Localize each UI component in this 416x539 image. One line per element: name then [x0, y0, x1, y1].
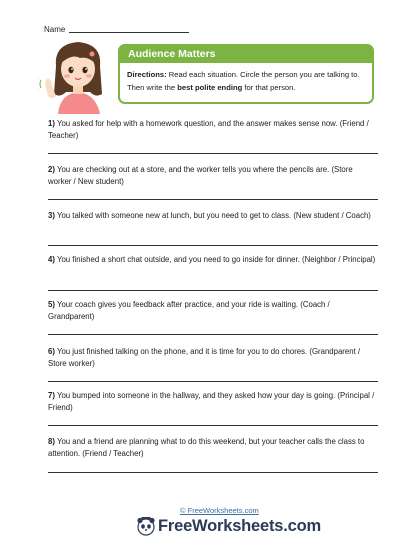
worksheet-title: Audience Matters [120, 46, 372, 63]
directions-panel [118, 44, 374, 104]
answer-line-3[interactable] [48, 245, 378, 246]
name-label: Name [44, 25, 66, 34]
question-1: 1) You asked for help with a homework question, and the answer makes sense now. (Friend / Teacher) [48, 119, 369, 140]
question-6: 6) You just finished talking on the phone, and it is time for you to do chores. (Grandparent / Store worker) [48, 347, 361, 368]
question-5: 5) Your coach gives you feedback after practice, and your ride is waiting. (Coach / Grandparent) [48, 300, 330, 321]
question-7: 7) You bumped into someone in the hallway, and they asked how your day is going. (Principal / Friend) [48, 391, 375, 412]
answer-line-7[interactable] [48, 425, 378, 426]
name-blank[interactable] [69, 24, 189, 33]
answer-line-8[interactable] [48, 472, 378, 473]
girl-illustration-icon [38, 36, 120, 114]
question-4: 4) You finished a short chat outside, and you need to go inside for dinner. (Neighbor / Principal) [48, 255, 376, 264]
question-2: 2) You are checking out at a store, and the worker tells you where the pencils are. (Store worker / New student) [48, 165, 353, 186]
brand-name: FreeWorksheets.com [158, 517, 321, 535]
directions-text [127, 69, 371, 94]
answer-line-6[interactable] [48, 381, 378, 382]
panda-icon [136, 516, 156, 536]
copyright-link[interactable]: © FreeWorksheets.com [180, 506, 259, 515]
directions-text-2: for that person. [244, 82, 296, 92]
answer-line-4[interactable] [48, 290, 378, 291]
directions-text-1: Read each situation. Circle the person you are talking to. Then write the [127, 70, 360, 92]
question-3: 3) You talked with someone new at lunch, but you need to get to class. (New student / Coach) [48, 211, 371, 220]
directions-bold: best polite ending [177, 82, 243, 92]
answer-line-1[interactable] [48, 153, 378, 154]
answer-line-2[interactable] [48, 199, 378, 200]
brand-logo[interactable] [136, 516, 321, 538]
directions-label: Directions: [127, 70, 167, 79]
question-8: 8) You and a friend are planning what to do this weekend, but your teacher calls the class to attention. (Friend / Teacher) [48, 437, 365, 458]
answer-line-5[interactable] [48, 334, 378, 335]
name-field [44, 24, 189, 34]
